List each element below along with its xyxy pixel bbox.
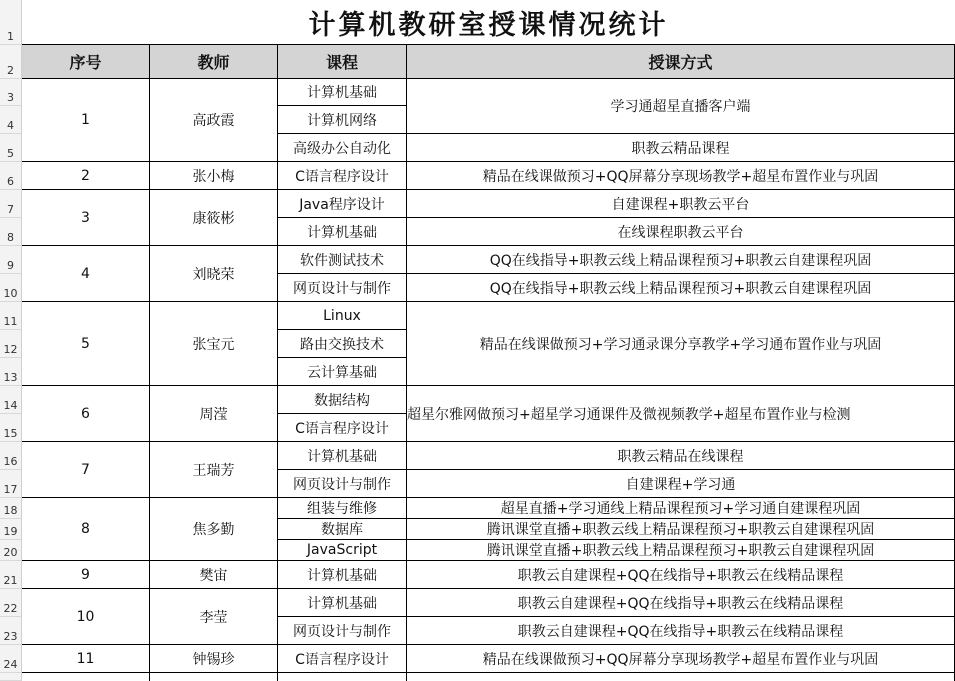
method-cell[interactable]: 职教云精品课程 [407, 134, 955, 162]
method-cell[interactable]: 职教云自建课程+QQ在线指导+职教云在线精品课程 [407, 617, 955, 645]
row-number[interactable]: 5 [0, 134, 22, 162]
method-cell[interactable]: 超星直播+学习通线上精品课程预习+学习通自建课程巩固 [407, 498, 955, 519]
course-cell[interactable]: 云计算基础 [278, 358, 407, 386]
course-cell[interactable]: 网页设计与制作 [278, 470, 407, 498]
course-cell[interactable]: 高级办公自动化 [278, 134, 407, 162]
row-number[interactable]: 24 [0, 645, 22, 673]
row-number[interactable]: 10 [0, 274, 22, 302]
method-cell[interactable]: 精品在线课做预习+学习通录课分享教学+学习通布置作业与巩固 [407, 302, 955, 386]
empty-cell[interactable] [278, 673, 407, 681]
row-number[interactable]: 8 [0, 218, 22, 246]
teacher-cell[interactable]: 高政霞 [150, 79, 278, 162]
course-cell[interactable]: Linux [278, 302, 407, 330]
method-cell[interactable]: 精品在线课做预习+QQ屏幕分享现场教学+超星布置作业与巩固 [407, 645, 955, 673]
header-course[interactable]: 课程 [278, 45, 407, 79]
seq-cell[interactable]: 4 [22, 246, 150, 302]
row-number[interactable]: 6 [0, 162, 22, 190]
teacher-cell[interactable]: 樊宙 [150, 561, 278, 589]
course-cell[interactable]: C语言程序设计 [278, 414, 407, 442]
method-cell[interactable]: 学习通超星直播客户端 [407, 79, 955, 134]
course-cell[interactable]: 组装与维修 [278, 498, 407, 519]
method-cell[interactable]: 自建课程+学习通 [407, 470, 955, 498]
course-cell[interactable]: 计算机基础 [278, 589, 407, 617]
row-number[interactable] [0, 673, 22, 681]
row-number[interactable]: 9 [0, 246, 22, 274]
header-method[interactable]: 授课方式 [407, 45, 955, 79]
course-cell[interactable]: C语言程序设计 [278, 162, 407, 190]
method-cell[interactable]: 腾讯课堂直播+职教云线上精品课程预习+职教云自建课程巩固 [407, 540, 955, 561]
course-cell[interactable]: Java程序设计 [278, 190, 407, 218]
method-cell[interactable]: 职教云精品在线课程 [407, 442, 955, 470]
seq-cell[interactable]: 5 [22, 302, 150, 386]
teacher-cell[interactable]: 张小梅 [150, 162, 278, 190]
course-cell[interactable]: 计算机网络 [278, 106, 407, 134]
seq-cell[interactable]: 8 [22, 498, 150, 561]
teacher-cell[interactable]: 康筱彬 [150, 190, 278, 246]
seq-cell[interactable]: 7 [22, 442, 150, 498]
row-number[interactable]: 17 [0, 470, 22, 498]
row-number[interactable]: 18 [0, 498, 22, 519]
row-number[interactable]: 19 [0, 519, 22, 540]
method-cell[interactable]: 超星尔雅网做预习+超星学习通课件及微视频教学+超星布置作业与检测 [407, 386, 955, 442]
method-cell[interactable]: QQ在线指导+职教云线上精品课程预习+职教云自建课程巩固 [407, 246, 955, 274]
empty-cell[interactable] [407, 673, 955, 681]
row-number[interactable]: 21 [0, 561, 22, 589]
seq-cell[interactable]: 3 [22, 190, 150, 246]
teacher-cell[interactable]: 张宝元 [150, 302, 278, 386]
row-number[interactable]: 15 [0, 414, 22, 442]
empty-cell[interactable] [22, 673, 150, 681]
teacher-cell[interactable]: 李莹 [150, 589, 278, 645]
course-cell[interactable]: C语言程序设计 [278, 645, 407, 673]
seq-cell[interactable]: 2 [22, 162, 150, 190]
course-cell[interactable]: 计算机基础 [278, 561, 407, 589]
course-cell[interactable]: 路由交换技术 [278, 330, 407, 358]
row-number[interactable]: 7 [0, 190, 22, 218]
seq-cell[interactable]: 9 [22, 561, 150, 589]
sheet-title: 计算机教研室授课情况统计 [22, 0, 955, 45]
method-cell[interactable]: 职教云自建课程+QQ在线指导+职教云在线精品课程 [407, 589, 955, 617]
method-cell[interactable]: 腾讯课堂直播+职教云线上精品课程预习+职教云自建课程巩固 [407, 519, 955, 540]
course-cell[interactable]: 数据结构 [278, 386, 407, 414]
row-number[interactable]: 1 [0, 0, 22, 45]
row-number[interactable]: 12 [0, 330, 22, 358]
row-number[interactable]: 4 [0, 106, 22, 134]
method-cell[interactable]: 自建课程+职教云平台 [407, 190, 955, 218]
method-cell[interactable]: 精品在线课做预习+QQ屏幕分享现场教学+超星布置作业与巩固 [407, 162, 955, 190]
teacher-cell[interactable]: 周滢 [150, 386, 278, 442]
row-number[interactable]: 3 [0, 79, 22, 106]
header-teacher[interactable]: 教师 [150, 45, 278, 79]
empty-cell[interactable] [150, 673, 278, 681]
row-number[interactable]: 13 [0, 358, 22, 386]
teacher-cell[interactable]: 王瑞芳 [150, 442, 278, 498]
course-cell[interactable]: JavaScript [278, 540, 407, 561]
row-number[interactable]: 14 [0, 386, 22, 414]
seq-cell[interactable]: 11 [22, 645, 150, 673]
course-cell[interactable]: 计算机基础 [278, 218, 407, 246]
row-number[interactable]: 20 [0, 540, 22, 561]
row-number[interactable]: 16 [0, 442, 22, 470]
header-seq[interactable]: 序号 [22, 45, 150, 79]
teacher-cell[interactable]: 钟锡珍 [150, 645, 278, 673]
seq-cell[interactable]: 10 [22, 589, 150, 645]
method-cell[interactable]: QQ在线指导+职教云线上精品课程预习+职教云自建课程巩固 [407, 274, 955, 302]
course-cell[interactable]: 计算机基础 [278, 442, 407, 470]
course-cell[interactable]: 网页设计与制作 [278, 617, 407, 645]
method-cell[interactable]: 职教云自建课程+QQ在线指导+职教云在线精品课程 [407, 561, 955, 589]
row-number[interactable]: 11 [0, 302, 22, 330]
teacher-cell[interactable]: 刘晓荣 [150, 246, 278, 302]
course-cell[interactable]: 计算机基础 [278, 79, 407, 106]
course-cell[interactable]: 软件测试技术 [278, 246, 407, 274]
teacher-cell[interactable]: 焦多勤 [150, 498, 278, 561]
method-cell[interactable]: 在线课程职教云平台 [407, 218, 955, 246]
seq-cell[interactable]: 1 [22, 79, 150, 162]
seq-cell[interactable]: 6 [22, 386, 150, 442]
row-number[interactable]: 23 [0, 617, 22, 645]
course-cell[interactable]: 网页设计与制作 [278, 274, 407, 302]
row-number[interactable]: 2 [0, 45, 22, 79]
course-cell[interactable]: 数据库 [278, 519, 407, 540]
row-number[interactable]: 22 [0, 589, 22, 617]
